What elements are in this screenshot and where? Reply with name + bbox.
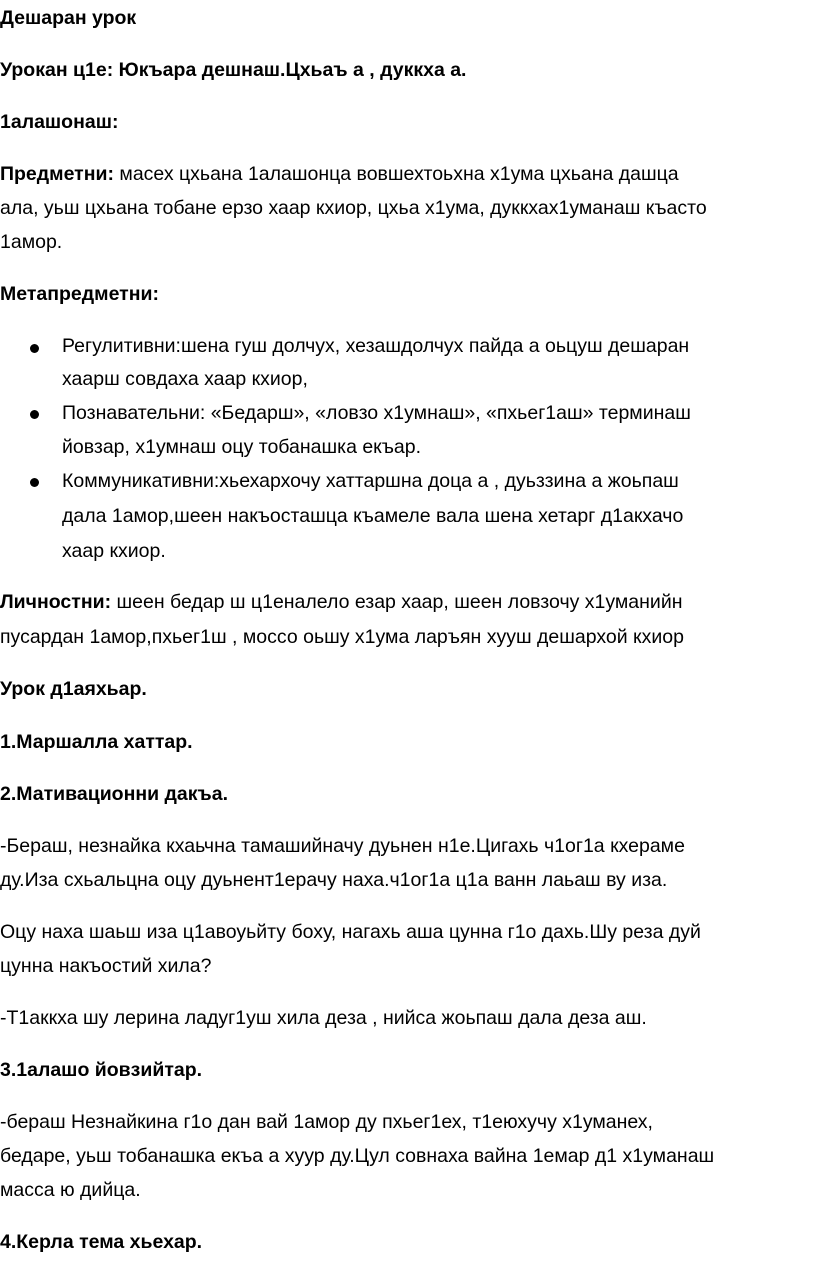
lesson-flow-heading: Урок д1аяхьар. — [0, 678, 147, 700]
subject-goals-line-1 — [0, 162, 679, 186]
paragraph-2-line-1: Оцу наха шаьш иза ц1авоуьйту боху, нагахь аша цунна г1о дахь.Шу реза дуй — [0, 921, 701, 943]
paragraph-2-line-2: цунна накъостий хила? — [0, 955, 212, 977]
subject-goals-line-3: 1амор. — [0, 231, 63, 253]
paragraph-4-line-1: -бераш Незнайкина г1о дан вай 1амор ду пхьег1ех, т1еюхучу х1уманех, — [0, 1111, 653, 1133]
paragraph-4-line-2: бедаре, уьш тобанашка екъа а хуур ду.Цул совнаха вайна 1емар д1 х1уманаш — [0, 1145, 715, 1167]
lesson-title: Дешаран урок — [0, 7, 137, 29]
paragraph-1-line-2: ду.Иза схьальцна оцу дуьнент1ерачу наха.ч1ог1а ц1а ванн лаьаш ву иза. — [0, 869, 668, 891]
personal-text-1: шеен бедар ш ц1еналело езар хаар, шеен ловзочу х1уманийн — [116, 591, 683, 613]
bullet-1-line-2: хаарш совдаха хаар кхиор, — [62, 368, 308, 390]
paragraph-4-line-3: масса ю дийца. — [0, 1179, 141, 1201]
bullet-3-line-1: Коммуникативни:хьехархочу хаттаршна доца а , дуьззина а жоьпаш — [62, 470, 679, 492]
bullet-dot-icon — [30, 478, 39, 487]
subject-goals-line-2: ала, уьш цхьана тобане ерзо хаар кхиор, цхьа х1ума, дуккхах1уманаш къасто — [0, 197, 707, 219]
personal-line-1 — [0, 590, 682, 614]
lesson-topic: Урокан ц1е: Юкъара дешнаш.Цхьаъ а , дуккха а. — [0, 59, 467, 81]
subject-text-1: масех цхьана 1алашонца вовшехтоьхна х1ума цхьана дашца — [119, 163, 679, 185]
step-2-heading: 2.Мативационни дакъа. — [0, 783, 229, 805]
paragraph-1-line-1: -Бераш, незнайка кхаьчна тамашийначу дуьнен н1е.Цигахь ч1ог1а кхераме — [0, 835, 685, 857]
bullet-2-line-2: йовзар, х1умнаш оцу тобанашка екъар. — [62, 436, 422, 458]
goals-heading: 1алашонаш: — [0, 111, 119, 133]
bullet-1-line-1: Регулитивни:шена гуш долчух, хезашдолчух пайда а оьцуш дешаран — [62, 335, 690, 357]
bullet-2-line-1: Познавательни: «Бедарш», «ловзо х1умнаш», «пхьег1аш» терминаш — [62, 402, 691, 424]
bullet-3-line-2: дала 1амор,шеен накъосташца къамеле вала шена хетарг д1акхачо — [62, 505, 684, 527]
personal-label: Личностни: — [0, 591, 112, 613]
paragraph-3: -Т1аккха шу лерина ладуг1уш хила деза , нийса жоьпаш дала деза аш. — [0, 1007, 647, 1029]
bullet-dot-icon — [30, 410, 39, 419]
step-4-heading: 4.Керла тема хьехар. — [0, 1231, 203, 1253]
subject-label: Предметни: — [0, 163, 114, 185]
bullet-dot-icon — [30, 344, 39, 353]
metasubject-heading: Метапредметни: — [0, 283, 159, 305]
step-3-heading: 3.1алашо йовзийтар. — [0, 1059, 203, 1081]
bullet-3-line-3: хаар кхиор. — [62, 540, 166, 562]
personal-line-2: пусардан 1амор,пхьег1ш , моссо оьшу х1ума ларъян хууш дешархой кхиор — [0, 626, 684, 648]
step-1-heading: 1.Маршалла хаттар. — [0, 731, 193, 753]
